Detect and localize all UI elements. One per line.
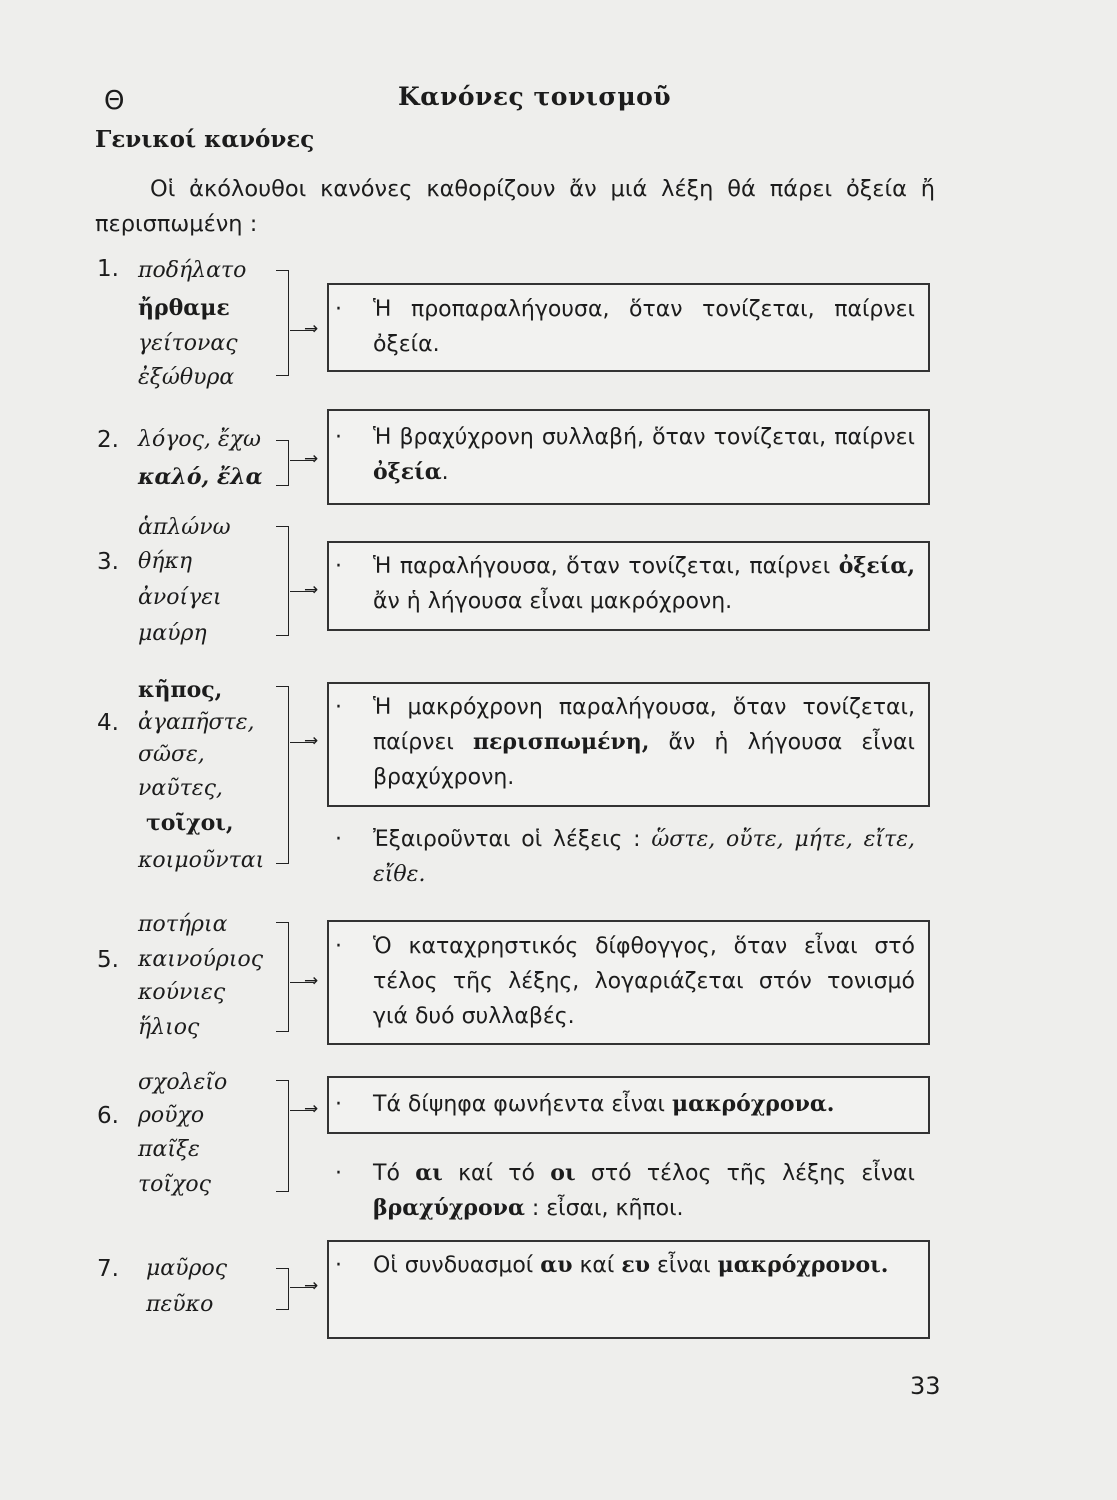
example-word: τοῖχοι, [146, 810, 234, 836]
rule-statement: Ὁ καταχρηστικός δίφθογγος, ὅταν εἶναι στό τέλος τῆς λέξης, λογαριάζεται στόν τονισμό γιά δυό συλλαβές. [373, 934, 915, 1029]
text: Ἡ παραλήγουσα, ὅταν τονίζεται, παίρνει [373, 554, 831, 579]
rule-number: 2. [97, 427, 119, 453]
rule-exception [335, 822, 915, 892]
rule-note [335, 1156, 915, 1226]
rule-text [335, 929, 915, 1034]
example-word: ἀνοίγει [138, 585, 222, 610]
example-word: ἁπλώνω [138, 515, 231, 540]
arrow-icon: → [304, 1276, 319, 1296]
page-number: 33 [910, 1372, 941, 1400]
bracket [276, 440, 289, 486]
example-word: ναῦτες, [138, 776, 223, 801]
bullet: · [335, 934, 342, 959]
bold-term: οι [550, 1160, 576, 1186]
bracket [276, 686, 289, 864]
arrow-icon: → [304, 449, 319, 469]
rule-statement [373, 549, 915, 619]
text: Τό [373, 1161, 400, 1186]
bold-term: βραχύχρονα [373, 1195, 525, 1221]
note-text [373, 1156, 915, 1226]
example-word: ποτήρια [138, 912, 228, 937]
text: Ἡ μακρόχρονη παραλήγουσα, ὅταν τονίζεται, παίρνει [373, 695, 915, 755]
exception-words: ὥστε, οὔτε, μήτε, εἴτε, εἴθε. [373, 827, 915, 887]
rule-number: 3. [97, 549, 119, 575]
bold-term: αυ [540, 1252, 573, 1278]
example-word: ἥλιος [138, 1015, 200, 1040]
bullet: · [335, 1253, 342, 1278]
example-word: κῆπος, [138, 677, 223, 703]
bracket [276, 922, 289, 1032]
bullet: · [335, 425, 342, 450]
theta-symbol: Θ [104, 86, 125, 116]
rule-number: 4. [97, 710, 119, 736]
arrow-icon: → [304, 580, 319, 600]
text: ἄν ἡ λήγουσα εἶναι βραχύχρονη. [373, 730, 915, 790]
example-word: θήκη [138, 549, 193, 574]
bold-term: μακρόχρονοι. [717, 1252, 889, 1278]
text: Ἡ βραχύχρονη συλλαβή, ὅταν τονίζεται, παίρνει [373, 425, 915, 450]
bullet: · [335, 554, 342, 579]
bracket [276, 526, 289, 636]
arrow-icon: → [304, 1099, 319, 1119]
bullet: · [335, 827, 342, 852]
example-word: καλό, ἔλα [138, 464, 263, 490]
arrow-icon: → [304, 319, 319, 339]
text: καί τό [458, 1161, 535, 1186]
example-word: μαῦρος [146, 1256, 228, 1281]
section-subtitle: Γενικοί κανόνες [95, 126, 315, 153]
bold-term: ευ [621, 1252, 651, 1278]
example-word: λόγος, ἔχω [138, 427, 261, 452]
example-word: πεῦκο [146, 1292, 214, 1317]
rule-text [335, 1087, 915, 1122]
bullet: · [335, 297, 342, 322]
rule-number: 6. [97, 1103, 119, 1129]
text: . [441, 460, 449, 485]
bracket [276, 270, 289, 376]
rule-text [335, 420, 915, 490]
rule-text [335, 549, 915, 619]
example-word: σχολεῖο [138, 1070, 228, 1095]
rule-statement [373, 420, 915, 490]
bracket [276, 1080, 289, 1192]
bullet: · [335, 695, 342, 720]
intro-paragraph: Οἱ ἀκόλουθοι κανόνες καθορίζουν ἄν μιά λέξη θά πάρει ὀξεία ἤ περισπωμένη : [95, 176, 935, 237]
example-word: κούνιες [138, 980, 226, 1005]
bold-term: αι [415, 1160, 443, 1186]
example-word: παῖξε [138, 1137, 200, 1162]
example-word: ποδήλατο [138, 258, 247, 283]
text: στό τέλος τῆς λέξης εἶναι [590, 1161, 915, 1186]
bullet: · [335, 1161, 342, 1186]
example-word: σῶσε, [138, 742, 205, 767]
example-word: ἤρθαμε [138, 295, 230, 321]
text: καί [579, 1253, 615, 1278]
arrow-icon: → [304, 971, 319, 991]
rule-statement: Ἡ προπαραλήγουσα, ὅταν τονίζεται, παίρνει ὀξεία. [373, 297, 915, 357]
text: εἶναι [657, 1253, 711, 1278]
page-title: Κανόνες τονισμοῦ [398, 82, 672, 111]
bullet: · [335, 1092, 342, 1117]
example-word: γείτονας [138, 331, 238, 356]
rule-statement [373, 1248, 915, 1283]
rule-text [335, 1248, 915, 1283]
bold-term: περισπωμένη, [472, 729, 650, 755]
bold-term: ὀξεία, [838, 553, 915, 579]
exception-text [373, 822, 915, 892]
text: Τά δίψηφα φωνήεντα εἶναι [373, 1092, 665, 1117]
example-word: ρoῦχο [138, 1103, 205, 1128]
example-word: ἐξώθυρα [138, 365, 235, 390]
example-word: ἀγαπῆστε, [138, 710, 255, 735]
text: : εἶσαι, κῆποι. [531, 1196, 684, 1221]
rule-number: 5. [97, 947, 119, 973]
rule-text [335, 690, 915, 795]
bold-term: ὀξεία [373, 459, 442, 485]
exception-label: Ἐξαιροῦνται οἱ λέξεις : [373, 827, 641, 852]
bold-term: μακρόχρονα. [671, 1091, 835, 1117]
text: ἄν ἡ λήγουσα εἶναι μακρόχρονη. [373, 589, 733, 614]
example-word: μαύρη [138, 621, 207, 646]
example-word: καινούριος [138, 947, 264, 972]
example-word: τοῖχος [138, 1172, 211, 1197]
bracket [276, 1268, 289, 1310]
rule-text [335, 292, 915, 362]
text: Οἱ συνδυασμοί [373, 1253, 534, 1278]
rule-number: 7. [97, 1256, 119, 1282]
example-word: κοιμοῦνται [138, 848, 265, 873]
rule-statement [373, 690, 915, 795]
rule-number: 1. [97, 256, 119, 282]
rule-statement [373, 1087, 915, 1122]
arrow-icon: → [304, 731, 319, 751]
